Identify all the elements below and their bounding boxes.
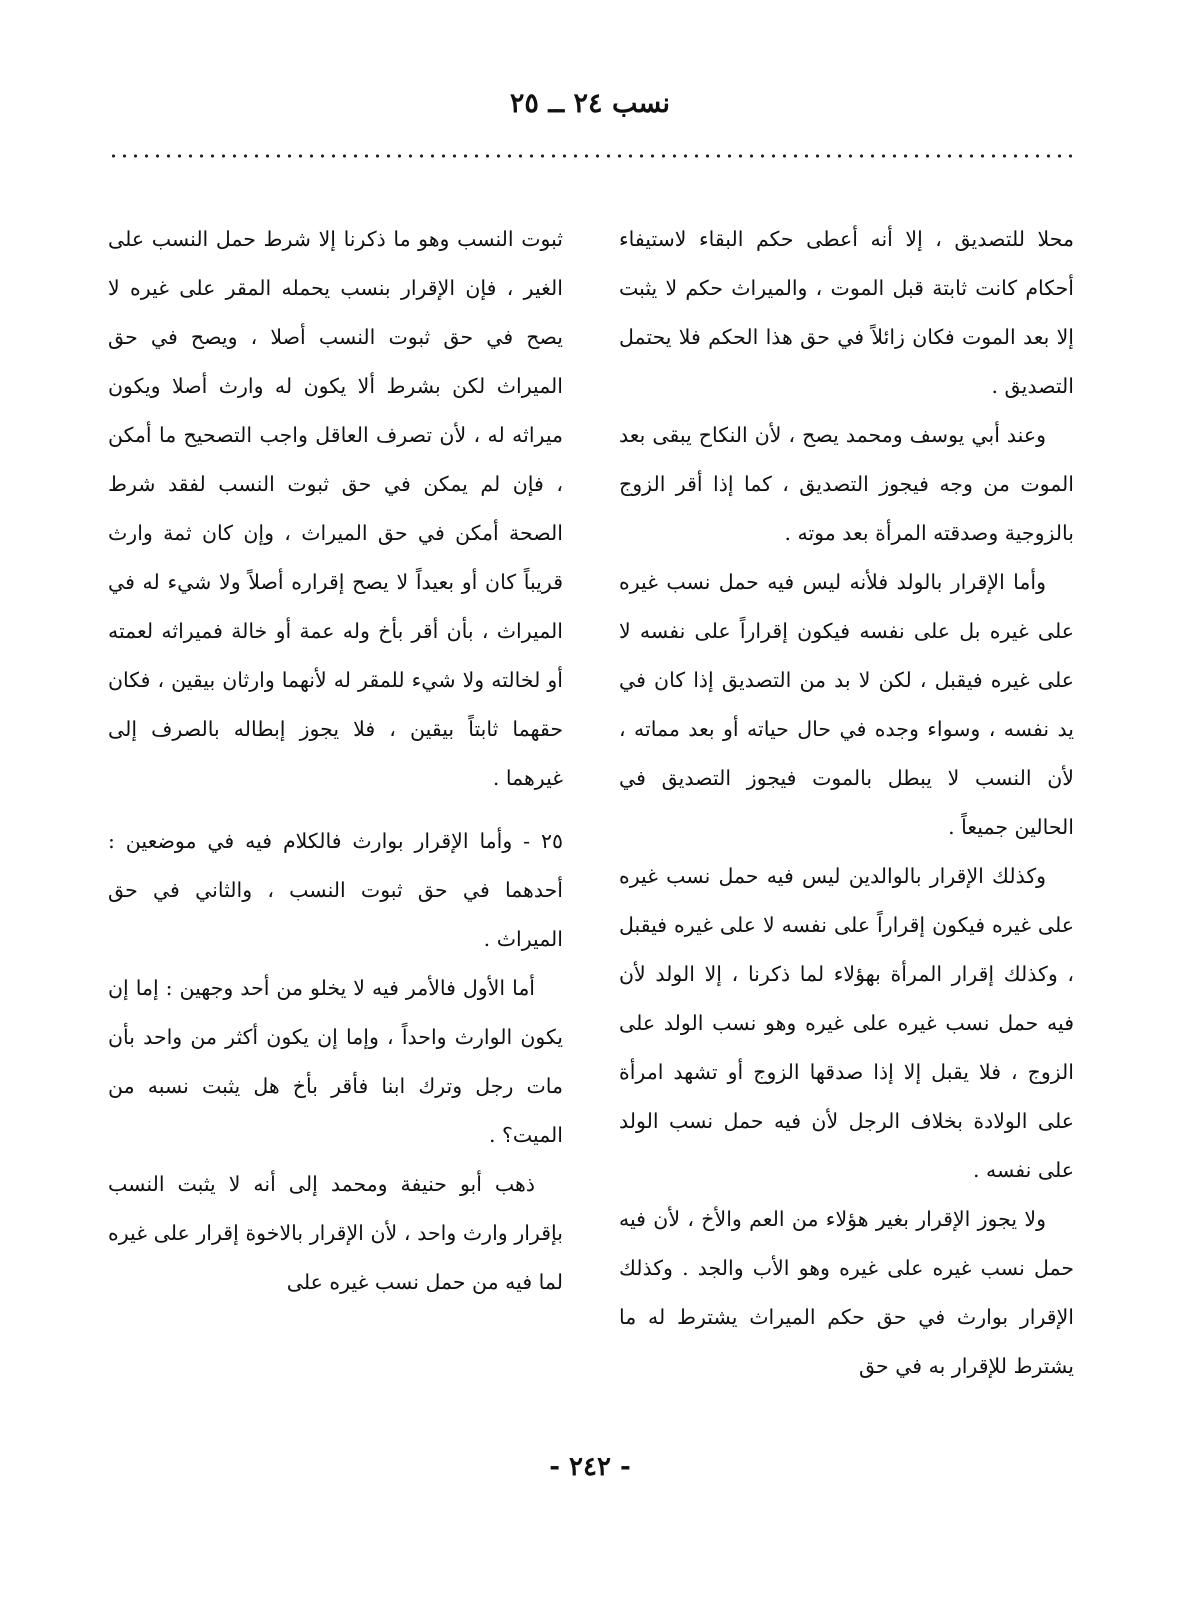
paragraph: وعند أبي يوسف ومحمد يصح ، لأن النكاح يبقى بعد الموت من وجه فيجوز التصديق ، كما إذا أقر الزوج بالزوجية وصدقته المرأة بعد موته . — [619, 423, 1074, 545]
paragraph: محلا للتصديق ، إلا أنه أعطى حكم البقاء لاستيفاء أحكام كانت ثابتة قبل الموت ، والميراث حكم لا يثبت إلا بعد الموت فكان زائلاً في حق هذا الحكم فلا يحتمل التصديق . — [619, 227, 1074, 398]
section-heading-paragraph: ٢٥ - وأما الإقرار بوارث فالكلام فيه في موضعين : أحدهما في حق ثبوت النسب ، والثاني في حق الميراث . — [108, 829, 563, 951]
paragraph: أما الأول فالأمر فيه لا يخلو من أحد وجهين : إما إن يكون الوارث واحداً ، وإما إن يكون أكثر من واحد بأن مات رجل وترك ابنا فأقر بأخ هل يثبت نسبه من الميت؟ . — [108, 976, 563, 1147]
paragraph: ولا يجوز الإقرار بغير هؤلاء من العم والأخ ، لأن فيه حمل نسب غيره على غيره وهو الأب والجد . وكذلك الإقرار بوارث في حق حكم الميراث يشترط له ما يشترط للإقرار به في حق — [619, 1207, 1074, 1378]
page-number: - ٢٤٢ - — [549, 1452, 631, 1482]
dotted-divider — [108, 154, 1074, 158]
paragraph: وأما الإقرار بالولد فلأنه ليس فيه حمل نسب غيره على غيره بل على نفسه فيكون إقراراً على نفسه لا على غيره فيقبل ، لكن لا بد من التصديق إذا كان في يد نفسه ، وسواء وجده في حال حياته أو بعد مماته ، لأن النسب لا يبطل بالموت فيجوز التصديق في الحالين جميعاً . — [619, 570, 1074, 839]
left-column — [108, 215, 563, 1307]
right-column — [619, 215, 1074, 1391]
page-title: نسب ٢٤ ــ ٢٥ — [509, 88, 671, 119]
paragraph: ثبوت النسب وهو ما ذكرنا إلا شرط حمل النسب على الغير ، فإن الإقرار بنسب يحمله المقر على غيره لا يصح في حق ثبوت النسب أصلا ، ويصح في حق الميراث لكن بشرط ألا يكون له وارث أصلا ويكون ميراثه له ، لأن تصرف العاقل واجب التصحيح ما أمكن ، فإن لم يمكن في حق ثبوت النسب لفقد شرط الصحة أمكن في حق الميراث ، وإن كان ثمة وارث قريباً كان أو بعيداً لا يصح إقراره أصلاً ولا شيء له في الميراث ، بأن أقر بأخ وله عمة أو خالة فميراثه لعمته أو لخالته ولا شيء للمقر له لأنهما وارثان بيقين ، فكان حقهما ثابتاً بيقين ، فلا يجوز إبطاله بالصرف إلى غيرهما . — [108, 227, 563, 790]
paragraph: ذهب أبو حنيفة ومحمد إلى أنه لا يثبت النسب بإقرار وارث واحد ، لأن الإقرار بالاخوة إقرار على غيره لما فيه من حمل نسب غيره على — [108, 1172, 563, 1294]
paragraph: وكذلك الإقرار بالوالدين ليس فيه حمل نسب غيره على غيره فيكون إقراراً على نفسه لا على غيره فيقبل ، وكذلك إقرار المرأة بهؤلاء لما ذكرنا ، إلا الولد لأن فيه حمل نسب غيره على غيره وهو نسب الولد على الزوج ، فلا يقبل إلا إذا صدقها الزوج أو تشهد امرأة على الولادة بخلاف الرجل لأن فيه حمل نسب الولد على نفسه . — [619, 864, 1074, 1182]
